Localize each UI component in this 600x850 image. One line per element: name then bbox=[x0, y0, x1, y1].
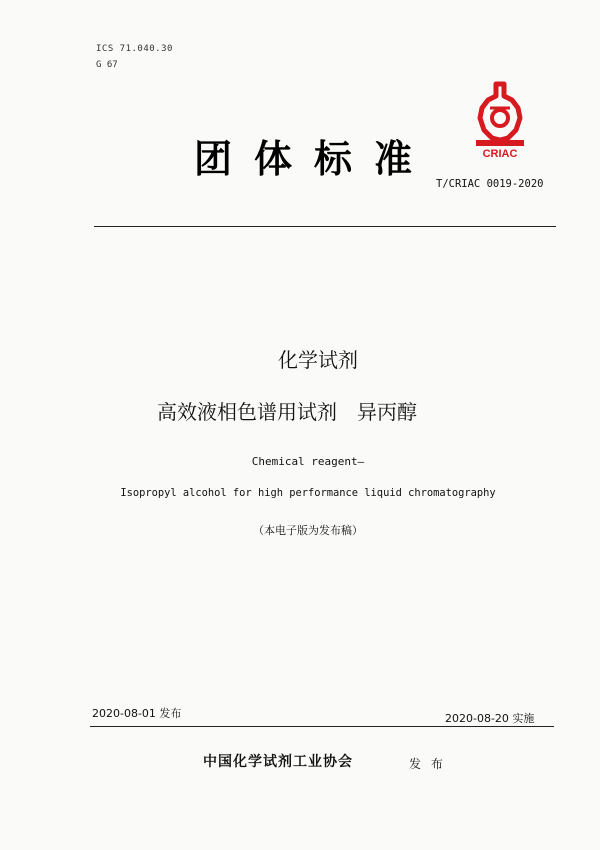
classification-code: G 67 bbox=[96, 60, 118, 70]
ics-code: ICS 71.040.30 bbox=[96, 44, 173, 54]
english-title-line-1: Chemical reagent— bbox=[251, 455, 365, 468]
publish-label: 发 布 bbox=[409, 757, 446, 771]
standard-type-heading: 团体标准 bbox=[194, 137, 435, 181]
edition-note: （本电子版为发布稿） bbox=[253, 524, 363, 537]
document-title-main: 化学试剂 bbox=[278, 348, 358, 372]
document-title-sub: 高效液相色谱用试剂 异丙醇 bbox=[157, 400, 417, 424]
standard-number: T/CRIAC 0019-2020 bbox=[436, 178, 544, 190]
header-divider bbox=[94, 226, 556, 227]
implementation-date: 2020-08-20 实施 bbox=[445, 712, 535, 725]
logo-text: CRIAC bbox=[482, 148, 518, 160]
footer-divider bbox=[90, 726, 554, 727]
issue-date: 2020-08-01 发布 bbox=[92, 707, 182, 720]
english-title-line-2: Isopropyl alcohol for high performance liquid chromatography bbox=[120, 487, 496, 499]
issuing-organization: 中国化学试剂工业协会 bbox=[203, 754, 353, 770]
